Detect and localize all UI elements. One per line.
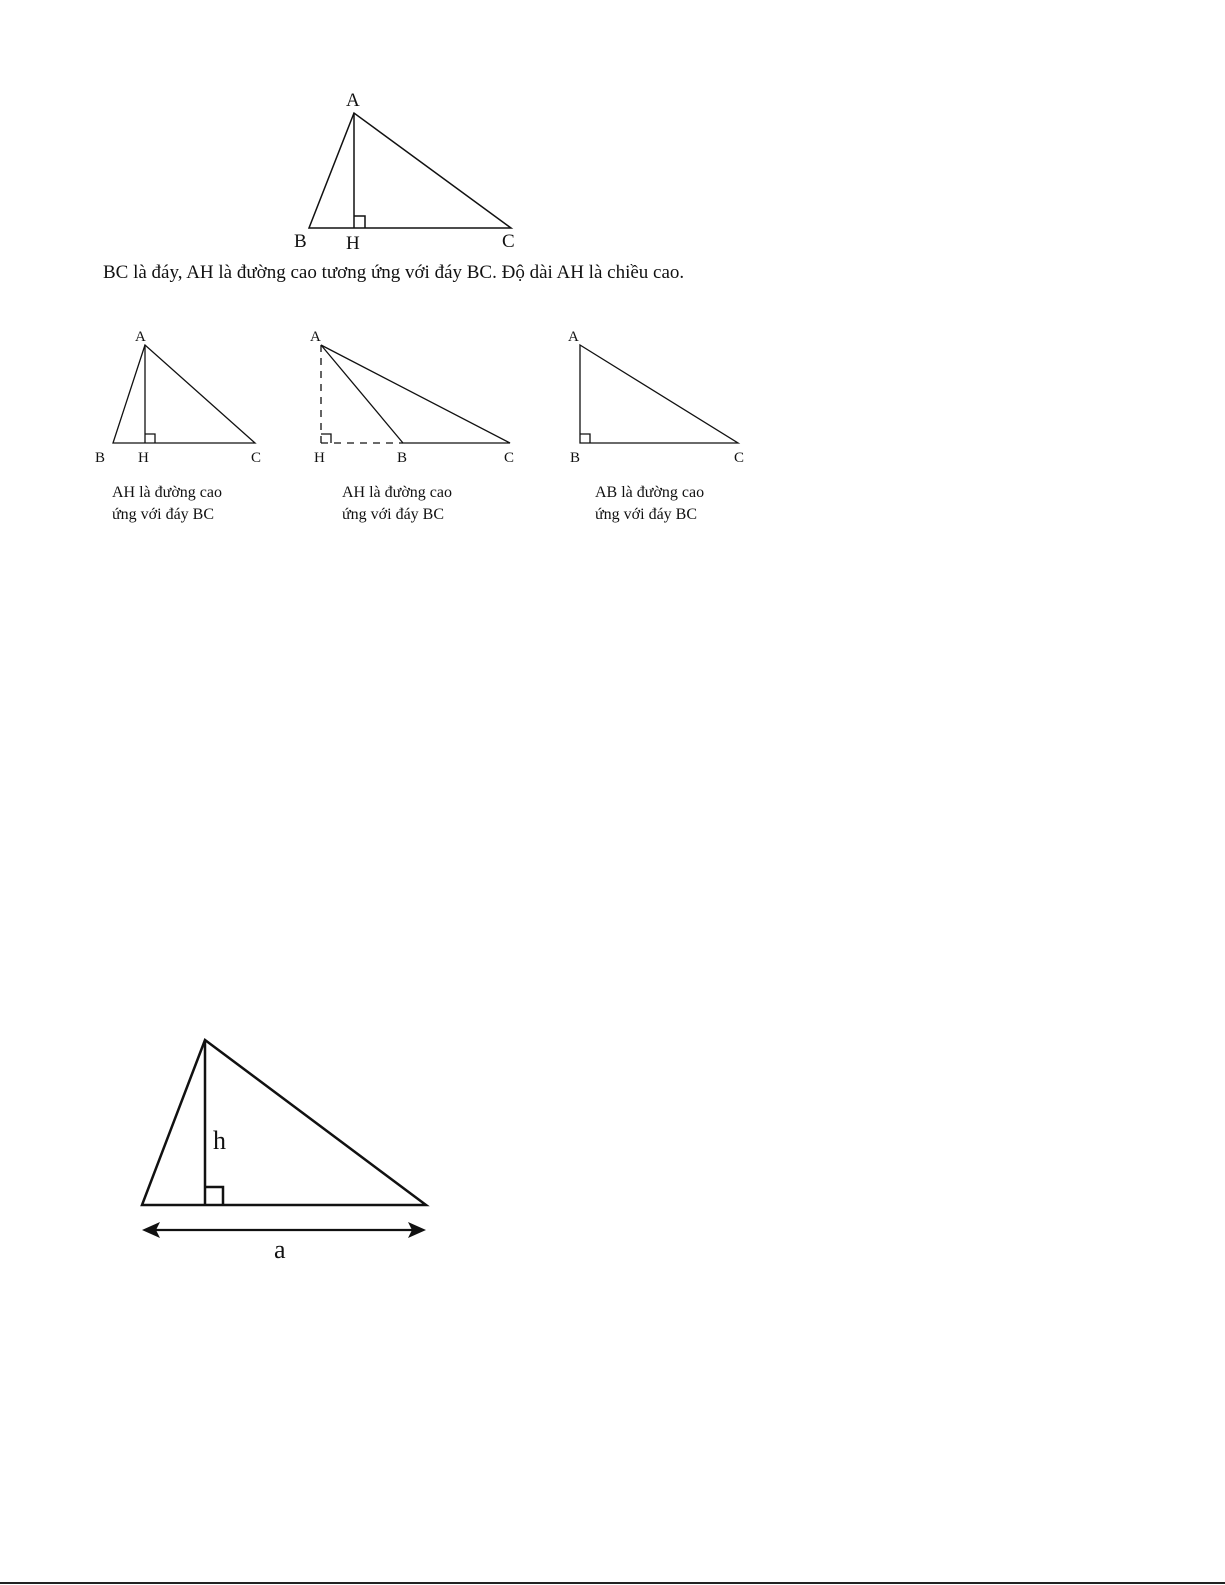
vertex-label-b: B: [570, 450, 581, 466]
caption-line: ứng với đáy BC: [342, 506, 445, 523]
panel-2-caption: [342, 482, 452, 526]
vertex-label-c: C: [734, 450, 745, 466]
right-angle-mark: [354, 216, 365, 228]
vertex-label-c: C: [504, 450, 515, 466]
height-label: h: [213, 1126, 226, 1155]
triangle: [142, 1040, 426, 1205]
vertex-label-a: A: [310, 329, 321, 345]
panel-1-triangle: [113, 345, 255, 443]
triangle-abc: [309, 113, 511, 228]
right-angle-mark: [580, 434, 590, 443]
vertex-label-a: A: [568, 329, 579, 345]
triangle-abc: [321, 345, 510, 443]
panel-3-triangle: [580, 345, 738, 443]
vertex-label-a: A: [346, 90, 360, 111]
vertex-label-a: A: [135, 329, 146, 345]
base-label: a: [274, 1235, 286, 1264]
vertex-label-c: C: [502, 231, 515, 252]
right-angle-mark: [205, 1187, 223, 1205]
caption-line: ứng với đáy BC: [595, 506, 698, 523]
panel-3-caption: [595, 482, 704, 526]
figure-main-triangle: [309, 113, 511, 228]
page-bottom-rule: [0, 1582, 1225, 1584]
vertex-label-b: B: [95, 450, 106, 466]
caption-line: AH là đường cao: [342, 484, 452, 501]
vertex-label-h: H: [138, 450, 149, 466]
vertex-label-c: C: [251, 450, 262, 466]
figure-area-triangle: [142, 1040, 426, 1205]
vertex-label-h: H: [346, 233, 360, 254]
right-angle-mark: [321, 434, 331, 443]
caption-line: ứng với đáy BC: [112, 506, 215, 523]
figure-caption: BC là đáy, AH là đường cao tương ứng với đáy BC. Độ dài AH là chiều cao.: [103, 262, 685, 283]
caption-line: AH là đường cao: [112, 484, 222, 501]
right-angle-mark: [145, 434, 155, 443]
panel-2-triangle: [321, 345, 510, 443]
caption-line: AB là đường cao: [595, 484, 705, 501]
triangle-abc: [580, 345, 738, 443]
vertex-label-b: B: [294, 231, 307, 252]
vertex-label-b: B: [397, 450, 408, 466]
panel-1-caption: [112, 482, 222, 526]
triangle-abc: [113, 345, 255, 443]
vertex-label-h: H: [314, 450, 325, 466]
